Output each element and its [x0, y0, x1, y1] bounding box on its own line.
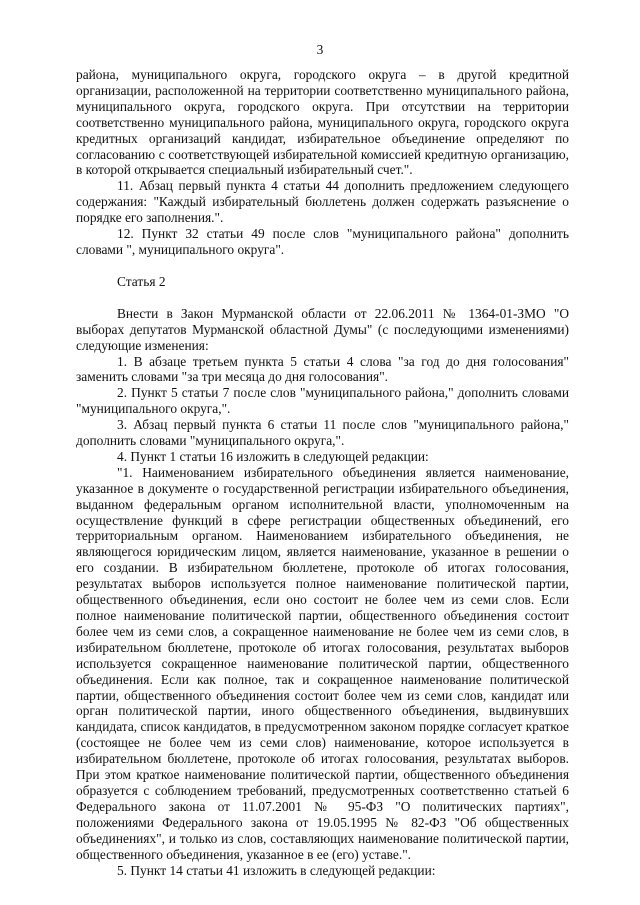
article-heading: Статья 2 [117, 273, 166, 289]
paragraph-item-5: 5. Пункт 14 статьи 41 изложить в следующей редакции: [117, 862, 436, 878]
paragraph-intro: Внести в Закон Мурманской области от 22.06.2011 № 1364-01-ЗМО "О выборах депутатов Мурманской областной Думы" (с последующими изменениями) следующие изменения: [76, 305, 569, 353]
paragraph-quoted-text: "1. Наименованием избирательного объединения является наименование, указанное в документе о государственной регистрации избирательного объединения, выданном федеральным органом исполнительной власти, уполномоченным на осуществление функций в сфере регистрации общественных объединений, его территориальным органом. Наименованием избирательного объединения, не являющегося юридическим лицом, является наименование, указанное в решении о его создании. В избирательном бюллетене, протоколе об итогах голосования, результатах выборов используется полное наименование политической партии, общественного объединения, если оно состоит не более чем из семи слов. Если полное наименование политической партии, общественного объединения состоит более чем из семи слов, а сокращенное наименование не более чем из семи слов, в избирательном бюллетене, протоколе об итогах голосования, результатах выборов используется сокращенное наименование политической партии, общественного объединения. Если как полное, так и сокращенное наименование политической партии, общественного объединения состоит более чем из семи слов, кандидат или орган политической партии, иного общественного объединения, выдвинувших кандидата, список кандидатов, в предусмотренном законом порядке согласует краткое (состоящее не более чем из семи слов) наименование, которое используется в избирательном бюллетене, протоколе об итогах голосования, результатах выборов. При этом краткое наименование политической партии, общественного объединения образуется с соблюдением требований, предусмотренных соответственно статьей 6 Федерального закона от 11.07.2001 № 95-ФЗ "О политических партиях", положениями Федерального закона от 19.05.1995 № 82-ФЗ "Об общественных объединениях", и только из слов, составляющих наименование политической партии, общественного объединения, указанное в ее (его) уставе.". [76, 464, 569, 862]
paragraph-item-1: 1. В абзаце третьем пункта 5 статьи 4 слова "за год до дня голосования" заменить словами "за три месяца до дня голосования". [76, 353, 569, 385]
paragraph-item-11: 11. Абзац первый пункта 4 статьи 44 дополнить предложением следующего содержания: "Каждый избирательный бюллетень должен содержать разъяснение о порядке его заполнения.". [76, 178, 569, 226]
paragraph-item-4: 4. Пункт 1 статьи 16 изложить в следующей редакции: [117, 448, 429, 464]
paragraph-item-12: 12. Пункт 32 статьи 49 после слов "муниципального района" дополнить словами ", муниципального округа". [76, 226, 569, 257]
spacer [76, 258, 569, 274]
document-body [76, 67, 569, 878]
spacer [76, 290, 569, 306]
page-number: 3 [316, 42, 324, 57]
paragraph-continuation: района, муниципального округа, городского округа – в другой кредитной организации, расположенной на территории соответственно муниципального района, муниципального округа, городского округа. При отсутствии на территории соответственно муниципального района, муниципального округа, городского округа кредитных организаций кандидат, избирательное объединение определяют по согласованию с соответствующей избирательной комиссией кредитную организацию, в которой открывается специальный избирательный счет.". [76, 67, 569, 178]
paragraph-item-2: 2. Пункт 5 статьи 7 после слов "муниципального района," дополнить словами "муниципального округа,". [76, 385, 569, 417]
paragraph-item-3: 3. Абзац первый пункта 6 статьи 11 после слов "муниципального района," дополнить словами "муниципального округа,". [76, 417, 569, 449]
